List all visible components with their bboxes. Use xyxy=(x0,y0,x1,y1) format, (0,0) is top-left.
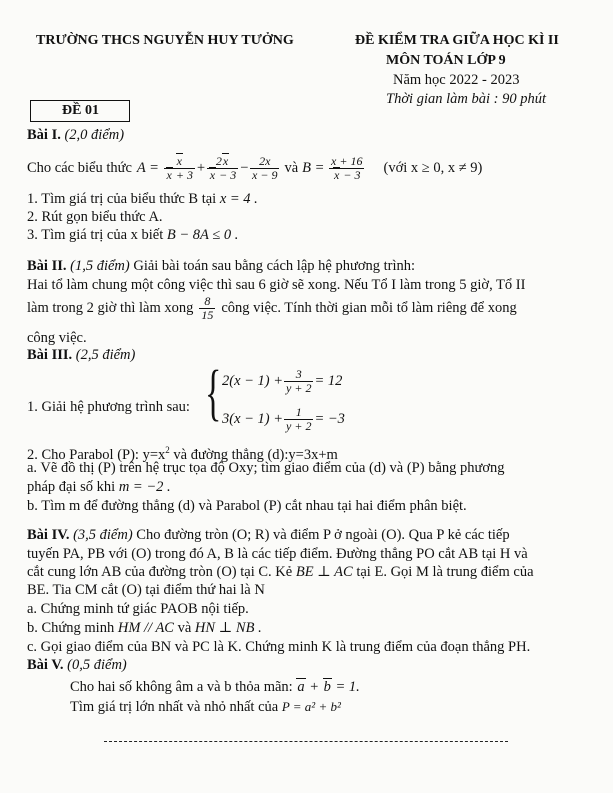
bai5-line2: Tìm giá trị lớn nhất và nhỏ nhất của P = a² + b² xyxy=(70,699,341,715)
school-year: Năm học 2022 - 2023 xyxy=(393,72,520,88)
bai5-title: Bài V. xyxy=(27,657,64,673)
bai4-title: Bài IV. xyxy=(27,527,70,543)
bai3-q1: 1. Giải hệ phương trình sau: xyxy=(27,399,190,415)
bai4-qa: a. Chứng minh tứ giác PAOB nội tiếp. xyxy=(27,601,249,617)
bai3-title: Bài III. xyxy=(27,347,73,363)
bai5-line1: Cho hai số không âm a và b thỏa mãn: a + b = 1. xyxy=(70,679,360,695)
bai1-q3: 3. Tìm giá trị của x biết B − 8A ≤ 0 . xyxy=(27,227,239,243)
bai1-intro: Cho các biểu thức xyxy=(27,160,132,176)
bai3-qa-line1: a. Vẽ đồ thị (P) trên hệ trục tọa độ Oxy; tìm giao điểm của (d) và (P) bằng phương xyxy=(27,460,505,476)
bai1-points: (2,0 điểm) xyxy=(64,127,125,143)
bai4-points: (3,5 điểm) xyxy=(73,527,133,543)
system-eq2: 3(x − 1) + $\frac{1}{y + 2}$ = −3 xyxy=(222,404,345,433)
system-eq1: 2(x − 1) + $\frac{3}{y + 2}$ = 12 xyxy=(222,366,343,395)
bai5-points: (0,5 điểm) xyxy=(67,657,127,673)
bai2-fraction: $\frac{8}{15}$ xyxy=(201,293,214,322)
bai2-points: (1,5 điểm) xyxy=(70,258,130,274)
expr-A: A = $\frac{x}{x + 3}$ + $\frac{2x}{x - 3}$ − $\frac{2x}{x - 9}$ xyxy=(136,153,278,182)
school-name: TRƯỜNG THCS NGUYỄN HUY TƯỞNG xyxy=(36,33,294,48)
bai1-expressions xyxy=(27,150,482,186)
bai2-line4: công việc. xyxy=(27,330,87,346)
bai1-q1: 1. Tìm giá trị của biểu thức B tại x = 4 . xyxy=(27,191,258,207)
bai3-q2: 2. Cho Parabol (P): $y=x^2$ và đường thẳng (d):y=3x+m xyxy=(27,445,338,463)
footer-divider xyxy=(104,741,508,742)
exam-title: ĐỀ KIỂM TRA GIỮA HỌC KÌ II xyxy=(355,33,559,48)
bai1-q2: 2. Rút gọn biểu thức A. xyxy=(27,209,163,225)
bai1-condition: (với x ≥ 0, x ≠ 9) xyxy=(383,160,483,176)
bai1-heading xyxy=(27,126,124,144)
bai4-line1: Cho đường tròn (O; R) và điểm P ở ngoài (O). Qua P kẻ các tiếp xyxy=(136,527,510,543)
bai2-line1: Giải bài toán sau bằng cách lập hệ phương trình: xyxy=(133,258,416,274)
bai1-and: và xyxy=(284,160,299,176)
bai4-qc: c. Gọi giao điểm của BN và PC là K. Chứng minh K là trung điểm của đoạn thẳng PH. xyxy=(27,639,531,655)
bai2-line2: Hai tổ làm chung một công việc thì sau 6 giờ sẽ xong. Nếu Tổ I làm trong 5 giờ, Tổ II xyxy=(27,277,526,293)
bai4-heading xyxy=(27,526,510,544)
bai3-heading xyxy=(27,346,135,364)
bai3-qa-line2: pháp đại số khi m = −2 . xyxy=(27,479,171,495)
bai3-qb: b. Tìm m để đường thẳng (d) và Parabol (P) cắt nhau tại hai điểm phân biệt. xyxy=(27,498,467,514)
bai3-points: (2,5 điểm) xyxy=(75,347,136,363)
system-brace: { xyxy=(205,359,222,427)
exam-code: ĐỀ 01 xyxy=(62,103,99,118)
bai5-heading xyxy=(27,656,127,674)
time-limit: Thời gian làm bài : 90 phút xyxy=(386,91,546,107)
expr-B: B = $\frac{x + 16}{x - 3}$ xyxy=(302,153,363,182)
bai2-line3: làm trong 2 giờ thì làm xong $\frac{8}{15}$ công việc. Tính thời gian mỗi tổ làm riêng để xong xyxy=(27,293,517,322)
bai2-heading xyxy=(27,257,415,275)
bai4-qb: b. Chứng minh HM // AC và HN ⊥ NB . xyxy=(27,620,262,636)
bai1-title: Bài I. xyxy=(27,127,61,143)
bai2-title: Bài II. xyxy=(27,258,67,274)
bai4-line3: cắt cung lớn AB của đường tròn (O) tại C. Kẻ BE ⊥ AC tại E. Gọi M là trung điểm của xyxy=(27,564,534,580)
subject-title: MÔN TOÁN LỚP 9 xyxy=(386,53,506,68)
bai4-line2: tuyến PA, PB với (O) trong đó A, B là các tiếp điểm. Đường thẳng PO cắt AB tại H và xyxy=(27,546,528,562)
bai4-line4: BE. Tia CM cắt (O) tại điểm thứ hai là N xyxy=(27,582,265,598)
